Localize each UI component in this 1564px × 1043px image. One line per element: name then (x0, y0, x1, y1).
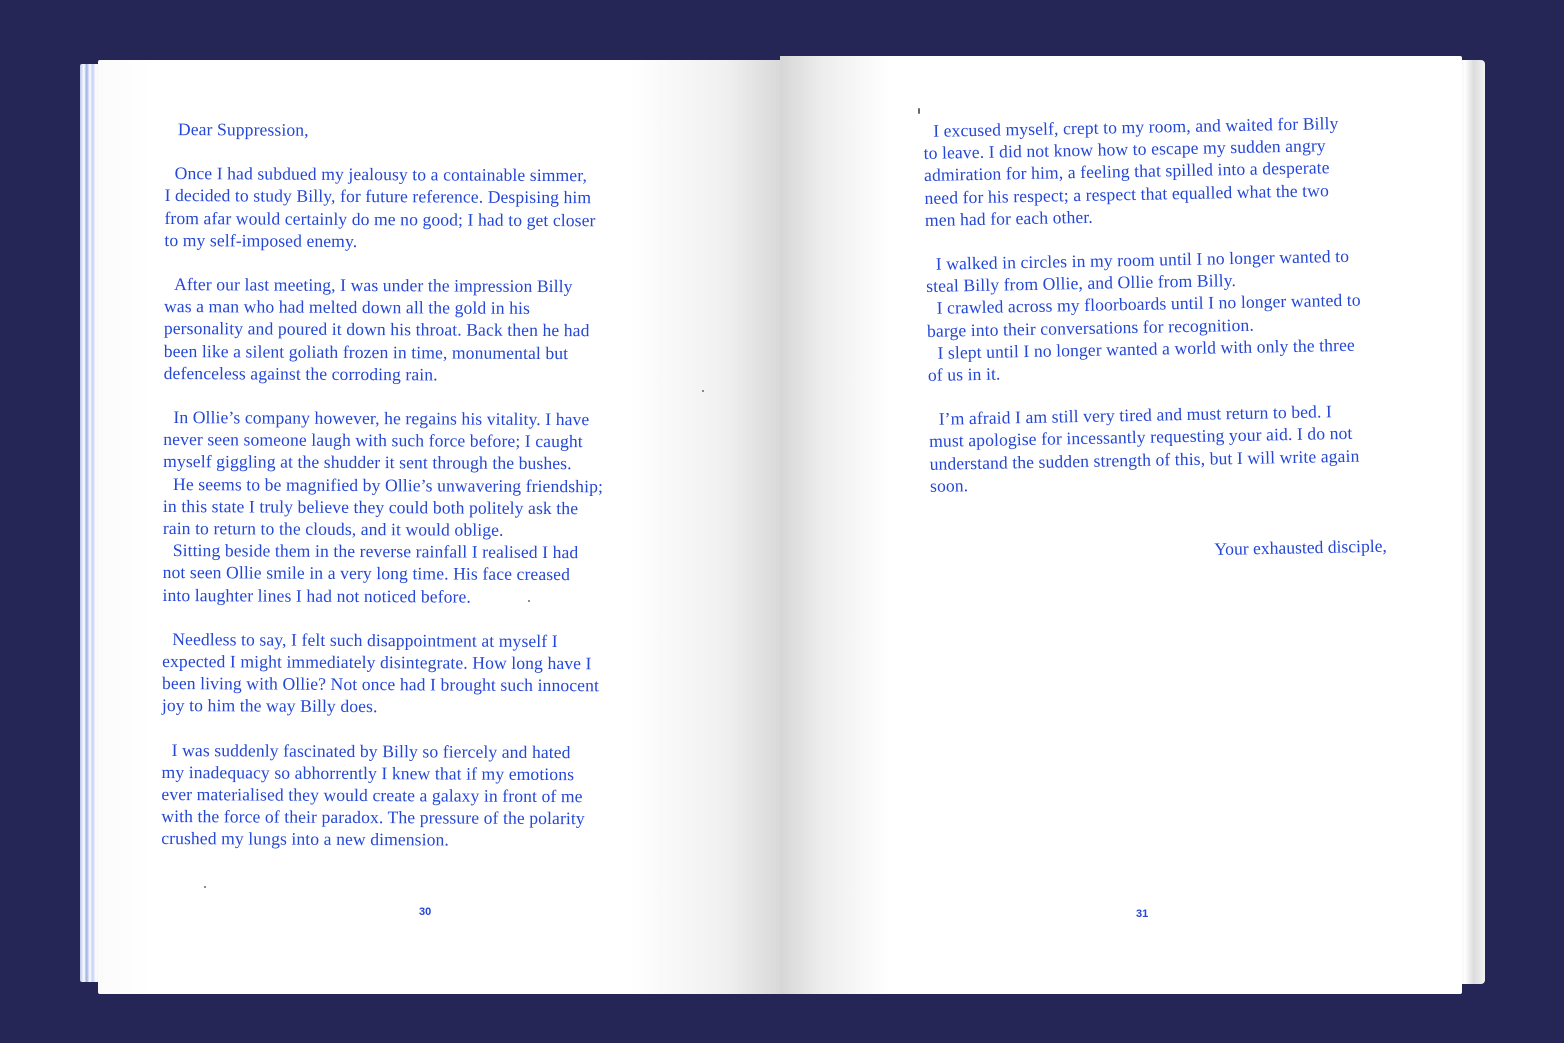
text-line: in this state I truly believe they could both politely ask the (162, 495, 579, 519)
text-line: crushed my lungs into a new dimension. (161, 828, 449, 850)
text-line: need for his respect; a respect that equalled what the two (924, 179, 1330, 208)
print-speck (702, 390, 704, 392)
text-line: I crawled across my floorboards until I no longer wanted to (936, 290, 1361, 319)
text-line: steal Billy from Ollie, and Ollie from Billy. (925, 270, 1237, 297)
page-number-right: 31 (1136, 908, 1149, 920)
text-line: of us in it. (927, 363, 1001, 385)
text-line: to my self-imposed enemy. (164, 229, 358, 251)
text-line: men had for each other. (924, 206, 1093, 230)
right-page-paragraph (926, 244, 1414, 387)
text-line: soon. (929, 475, 969, 496)
left-page-paragraph (164, 162, 654, 253)
text-line: admiration for him, a feeling that spilled into a desperate (923, 157, 1330, 186)
text-line: I walked in circles in my room until I no longer wanted to (935, 245, 1350, 274)
right-page-paragraph (929, 399, 1417, 497)
text-line: Once I had subdued my jealousy to a containable simmer, (174, 163, 588, 186)
text-line: myself giggling at the shudder it sent through the bushes. (163, 451, 572, 474)
text-line: not seen Ollie smile in a very long time. His face creased (162, 562, 571, 585)
text-line: Sitting beside them in the reverse rainfall I realised I had (172, 540, 579, 563)
right-page-paragraphs (923, 111, 1416, 497)
text-line: with the force of their paradox. The pressure of the polarity (161, 806, 585, 829)
left-page (98, 60, 780, 994)
text-line: joy to him the way Billy does. (161, 695, 378, 717)
text-line: been like a silent goliath frozen in time, monumental but (163, 340, 569, 363)
text-line: must apologise for incessantly requesting your aid. I do not (928, 423, 1353, 452)
text-line: rain to return to the clouds, and it would oblige. (162, 518, 504, 540)
text-line: In Ollie’s company however, he regains his vitality. I have (173, 407, 590, 430)
text-line: barge into their conversations for recognition. (926, 314, 1255, 341)
text-line: into laughter lines I had not noticed before. (162, 584, 471, 607)
text-line: from afar would certainly do me no good; I had to get closer (164, 207, 596, 230)
left-page-text (161, 118, 655, 874)
text-line: was a man who had melted down all the gold in his (163, 296, 531, 319)
text-line: I excused myself, crept to my room, and waited for Billy (933, 113, 1339, 141)
text-line: expected I might immediately disintegrate. How long have I (162, 651, 592, 674)
text-line: I slept until I no longer wanted a world with only the three (937, 334, 1355, 363)
left-page-paragraph (162, 628, 652, 719)
left-page-paragraph (162, 406, 653, 608)
left-page-paragraphs (161, 162, 655, 852)
print-speck (528, 600, 530, 602)
text-line: defenceless against the corroding rain. (163, 362, 438, 385)
left-page-paragraph (164, 273, 655, 387)
text-line: my inadequacy so abhorrently I knew that if my emotions (161, 761, 575, 785)
text-line: Needless to say, I felt such disappointment at myself I (172, 628, 558, 651)
print-speck (204, 886, 206, 888)
letter-signoff: Your exhausted disciple, (1214, 535, 1388, 559)
left-page-paragraph (161, 739, 652, 853)
text-line: understand the sudden strength of this, but I will write again (929, 445, 1360, 474)
text-line: been living with Ollie? Not once had I brought such innocent (161, 673, 600, 696)
text-line: He seems to be magnified by Ollie’s unwavering friendship; (173, 473, 604, 496)
text-line: I decided to study Billy, for future reference. Despising him (164, 185, 592, 208)
text-line: ever materialised they would create a galaxy in front of me (161, 784, 583, 807)
text-line: I’m afraid I am still very tired and must return to bed. I (938, 401, 1333, 429)
right-page (780, 56, 1462, 994)
text-line: After our last meeting, I was under the impression Billy (174, 274, 573, 297)
print-speck (918, 108, 920, 114)
text-line: never seen someone laugh with such force before; I caught (163, 429, 583, 452)
text-line: I was suddenly fascinated by Billy so fiercely and hated (171, 739, 571, 762)
right-page-text (923, 111, 1417, 519)
right-page-paragraph (923, 111, 1411, 231)
page-number-left: 30 (419, 906, 432, 918)
text-line: to leave. I did not know how to escape my sudden angry (923, 135, 1326, 164)
text-line: personality and poured it down his throat. Back then he had (163, 318, 590, 341)
letter-greeting: Dear Suppression, (177, 119, 309, 140)
